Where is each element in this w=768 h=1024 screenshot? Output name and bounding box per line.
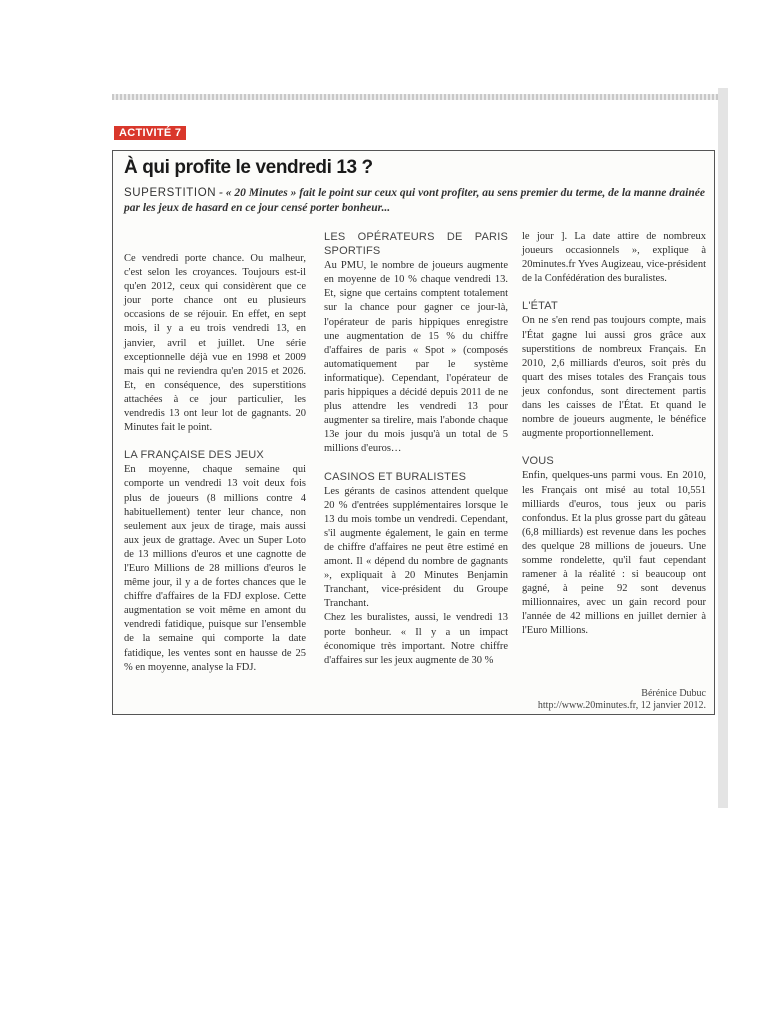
section-body-buralistes: Chez les buralistes, aussi, le vendredi 13 porte bonheur. « Il y a un impact économique très important. Notre chiffre d'affaires sur les jeux augmente de 30 % xyxy=(324,612,508,666)
section-heading-vous: VOUS xyxy=(522,455,554,468)
intro-paragraph: Ce vendredi porte chance. Ou malheur, c'est selon les croyances. Toujours est-il qu'en 2012, ceux qui considèrent que ce jour porte chance ont eu plusieurs occasions de se réjouir. En effet, en sept mois, il y a eu trois vendredi 13, en janvier, avril et juillet. Une série exceptionnelle déjà vue en 1998 et 2009 mais qui ne reviendra qu'en 2015 et 2026. Et, en conséquence, des superstitions attachées à ce jour particulier, les vendredis 13 ont leur lot de gagnants. 20 Minutes fait le point. xyxy=(124,253,306,434)
section-heading-paris: LES OPÉRATEURS DE PARIS SPORTIFS xyxy=(324,231,508,258)
column-1 xyxy=(124,252,306,675)
section-body-vous: Enfin, quelques-uns parmi vous. En 2010, les Français ont misé au total 10,551 milliards d'euros, tous jeux ou paris confondus. Et la plus grosse part du gâteau (6,8 milliards) est revenue dans les poches des quelque 28 millions de joueurs. Une somme rondelette, qu'il faut cependant ramener à la réalité : si beaucoup ont gagné, à peine 92 sont devenus millionnaires, avec un gain record pour l'année de 42 millions en juillet dernier à l'Euro Millions. xyxy=(522,470,706,637)
article-signature xyxy=(522,688,706,712)
section-heading-etat: L'ÉTAT xyxy=(522,300,558,313)
article-deck xyxy=(124,186,709,216)
scan-edge-strip xyxy=(112,94,728,100)
source-link: http://www.20minutes.fr, 12 janvier 2012. xyxy=(537,700,706,711)
author-name: Bérénice Dubuc xyxy=(641,688,706,699)
deck-lead: - « 20 Minutes » fait le point sur ceux qui vont profiter, au sens premier du terme, de la manne drainée par les jeux de hasard en ce jour censé porter bonheur... xyxy=(124,187,705,214)
section-body-etat: On ne s'en rend pas toujours compte, mais l'État gagne lui aussi gros grâce aux superstitions de nombreux Français. En 2010, 2,6 milliards d'euros, soit près du quart des mises totales des Français tous jeux confondus, sont directement partis dans les caisses de l'État. Et quand le nombre de joueurs augmente, le bénéfice augmente proportionnellement. xyxy=(522,315,706,440)
scan-page-edge xyxy=(718,88,728,808)
continued-paragraph: le jour ]. La date attire de nombreux joueurs occasionnels », explique à 20minutes.fr Yves Augizeau, vice-président de la Confédération des buralistes. xyxy=(522,231,706,285)
article-title: À qui profite le vendredi 13 ? xyxy=(124,157,373,178)
section-heading-fdj: LA FRANÇAISE DES JEUX xyxy=(124,449,264,462)
section-body-casinos: Les gérants de casinos attendent quelque 20 % d'entrées supplémentaires lorsque le 13 du mois tombe un vendredi. Cependant, s'il augmente également, le gain en terme de chiffre d'affaires ne peut être estimé en amont. Il « dépend du nombre de gagnants », expliquait à 20 Minutes Benjamin Tranchant, vice-président du Groupe Tranchant. xyxy=(324,485,508,610)
section-body-fdj: En moyenne, chaque semaine qui comporte un vendredi 13 voit deux fois plus de joueurs (8 millions contre 4 habituellement) tenter leur chance, non seulement aux jeux de tirage, mais aussi aux jeux de grattage. Avec un Super Loto de 13 millions d'euros et une cagnotte de l'Euro Millions de 28 millions d'euros le même jour, il y a de fortes chances que le chiffre d'affaires de la FDJ explose. Cette augmentation se voit même en amont du vendredi fatidique, puisque sur l'ensemble de la semaine qui comporte la date fatidique, les ventes sont en hausse de 25 % en moyenne, analyse la FDJ. xyxy=(124,464,306,673)
section-heading-casinos: CASINOS ET BURALISTES xyxy=(324,470,467,483)
column-2 xyxy=(324,230,508,668)
section-body-paris: Au PMU, le nombre de joueurs augmente en moyenne de 10 % chaque vendredi 13. Et, signe que certains comptent totalement sur la chance pour gagner ce jour-là, l'opérateur de paris hippiques enregistre une augmentation de 15 % du chiffre d'affaires de paris « Spot » (composés automatiquement par le système informatique). Cependant, l'opérateur de paris hippiques a décidé depuis 2011 de ne plus attendre les vendredi 13 pour augmenter sa tirelire, mais l'abonde chaque 13e jour du mois jusqu'à un total de 5 millions d'euros… xyxy=(324,260,508,455)
deck-kicker: SUPERSTITION xyxy=(124,187,217,199)
column-3 xyxy=(522,230,706,639)
activity-badge: ACTIVITÉ 7 xyxy=(114,126,186,140)
